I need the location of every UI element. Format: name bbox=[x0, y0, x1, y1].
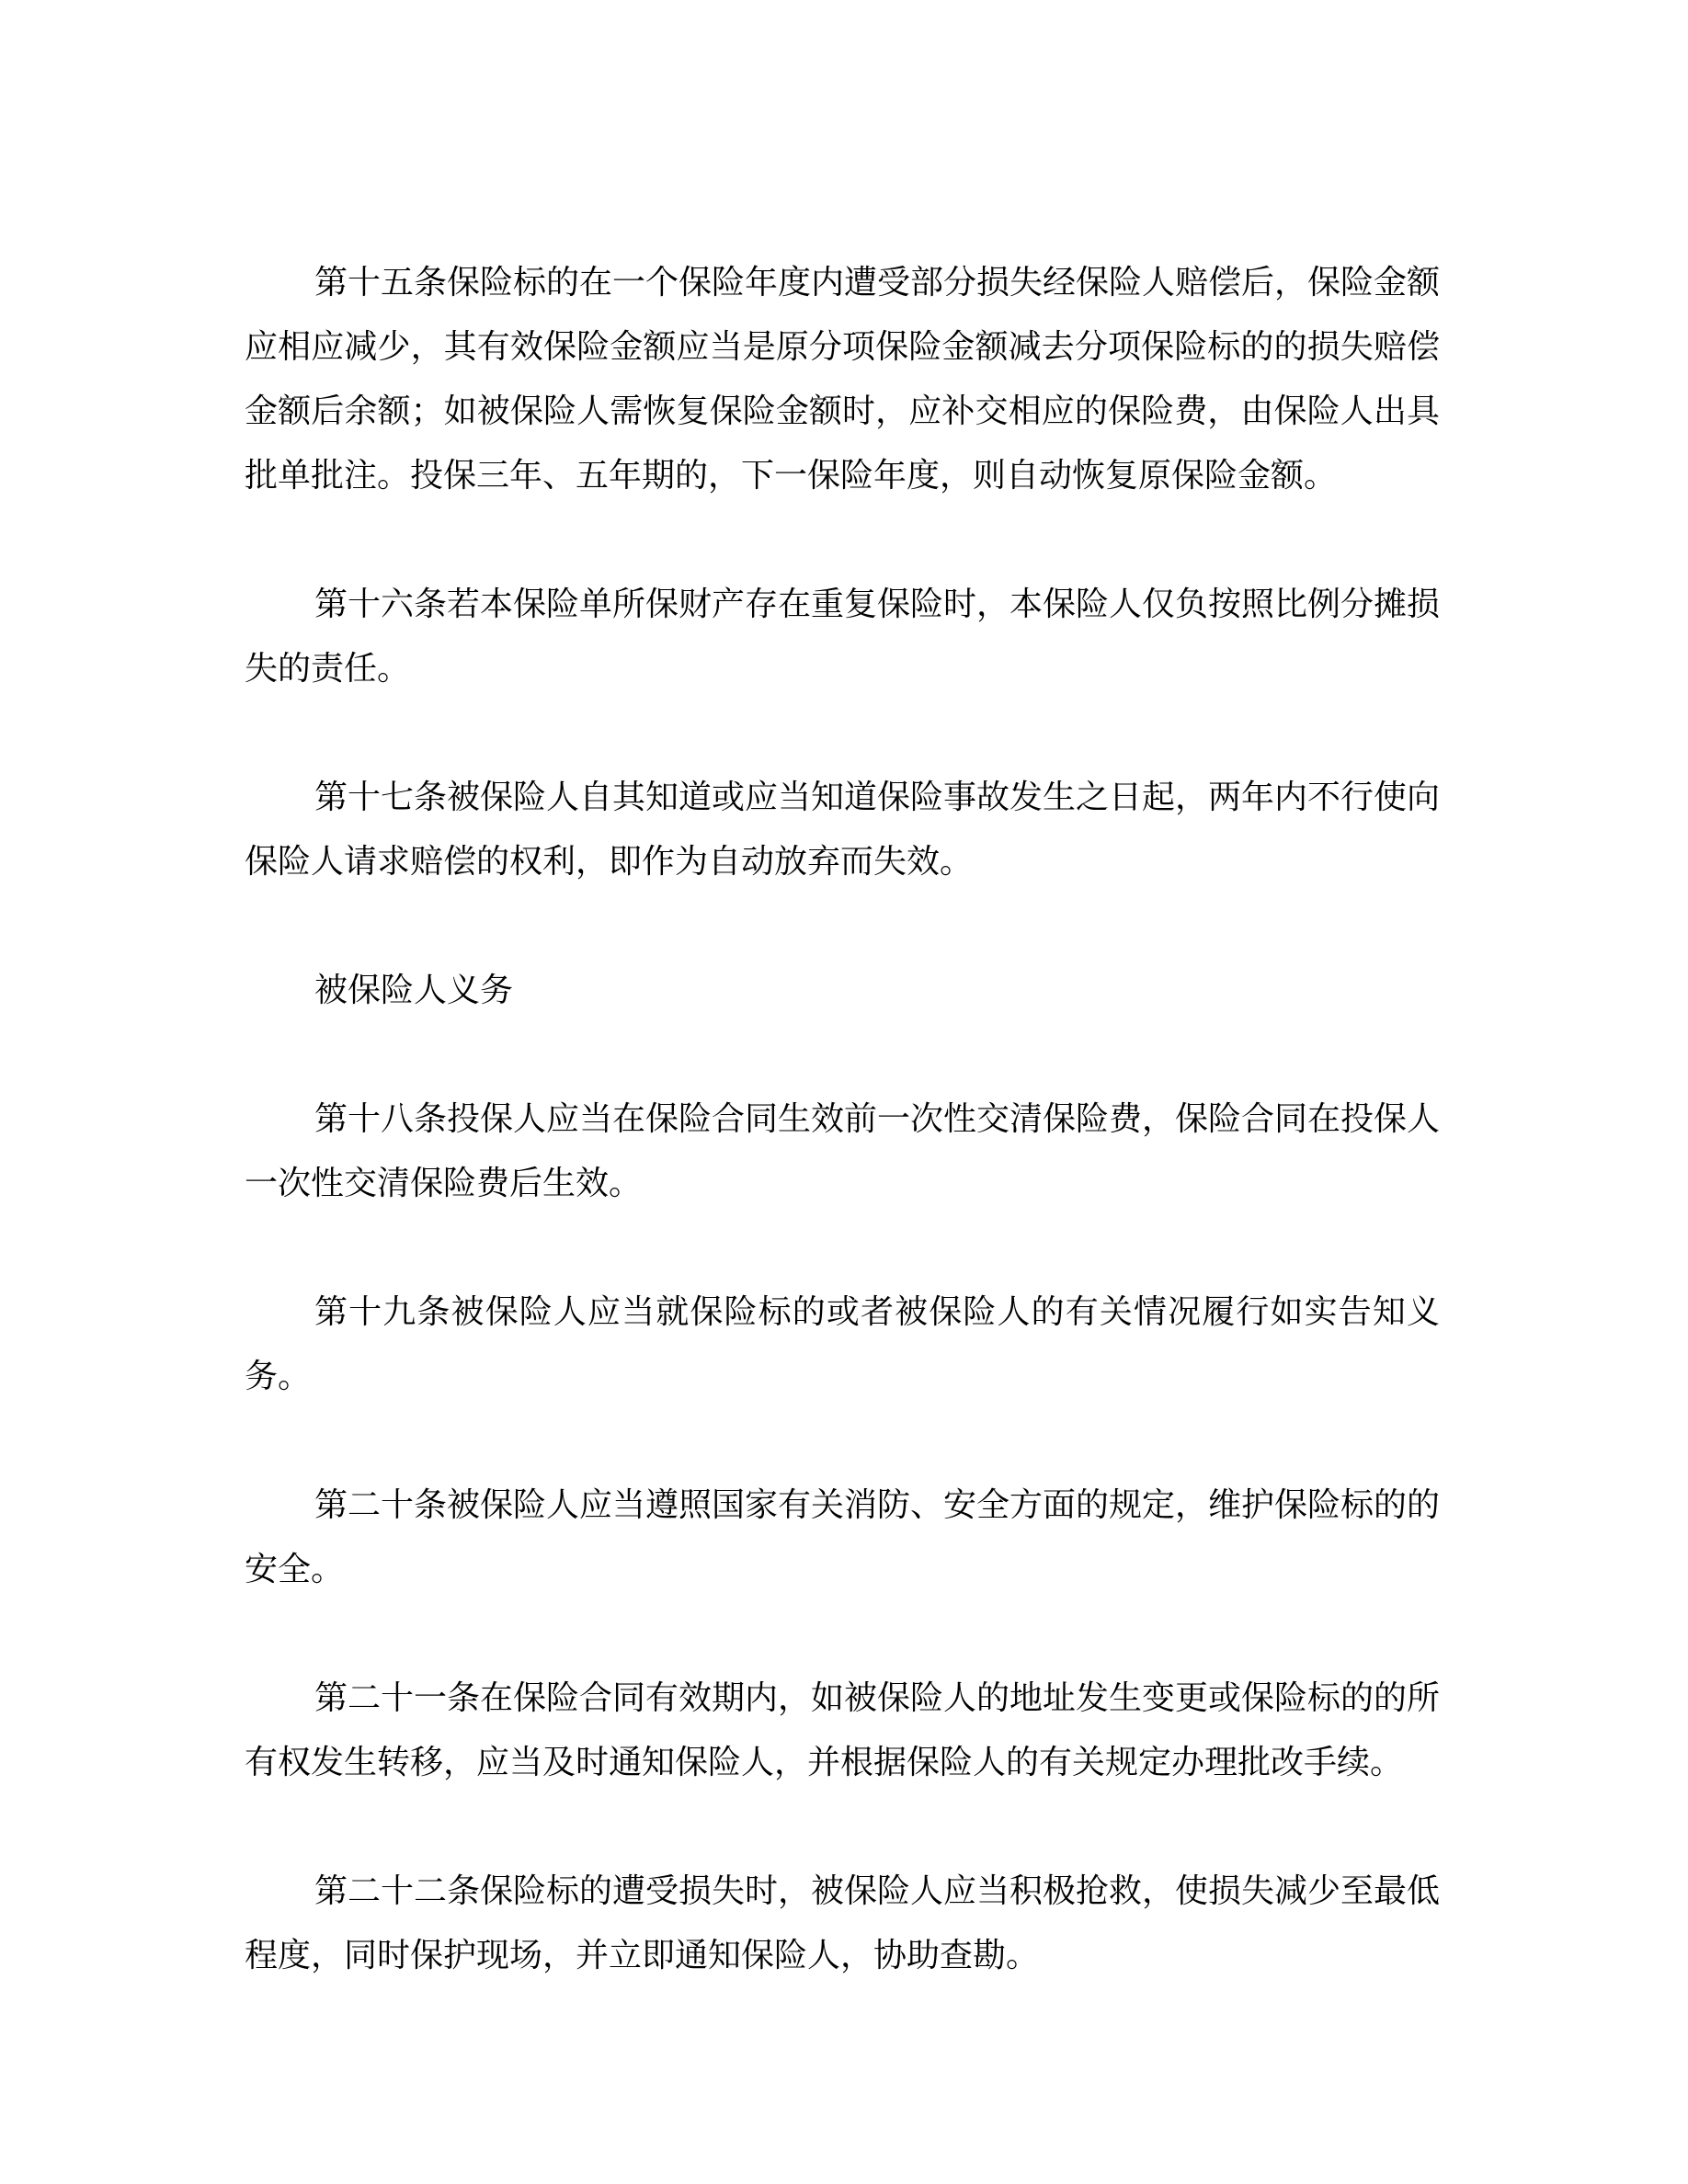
document-text-block bbox=[245, 250, 1440, 1987]
clause-20-paragraph: 第二十条被保险人应当遵照国家有关消防、安全方面的规定，维护保险标的的安全。 bbox=[245, 1486, 1441, 1587]
clause-16-paragraph: 第十六条若本保险单所保财产存在重复保险时，本保险人仅负按照比例分摊损失的责任。 bbox=[245, 586, 1441, 687]
clause-22-paragraph: 第二十二条保险标的遭受损失时，被保险人应当积极抢救，使损失减少至最低程度，同时保护现场，并立即通知保险人，协助查勘。 bbox=[245, 1872, 1441, 1974]
clause-18-paragraph: 第十八条投保人应当在保险合同生效前一次性交清保险费，保险合同在投保人一次性交清保险费后生效。 bbox=[245, 1100, 1441, 1201]
clause-17-paragraph: 第十七条被保险人自其知道或应当知道保险事故发生之日起，两年内不行使向保险人请求赔偿的权利，即作为自动放弃而失效。 bbox=[245, 779, 1441, 880]
clause-15-paragraph: 第十五条保险标的在一个保险年度内遭受部分损失经保险人赔偿后，保险金额应相应减少，其有效保险金额应当是原分项保险金额减去分项保险标的的损失赔偿金额后余额；如被保险人需恢复保险金额时，应补交相应的保险费，由保险人出具批单批注。投保三年、五年期的，下一保险年度，则自动恢复原保险金额。 bbox=[245, 264, 1441, 494]
clause-21-paragraph: 第二十一条在保险合同有效期内，如被保险人的地址发生变更或保险标的的所有权发生转移，应当及时通知保险人，并根据保险人的有关规定办理批改手续。 bbox=[245, 1679, 1441, 1780]
clause-19-paragraph: 第十九条被保险人应当就保险标的或者被保险人的有关情况履行如实告知义务。 bbox=[245, 1293, 1440, 1394]
section-heading-insured-obligations: 被保险人义务 bbox=[314, 972, 514, 1008]
